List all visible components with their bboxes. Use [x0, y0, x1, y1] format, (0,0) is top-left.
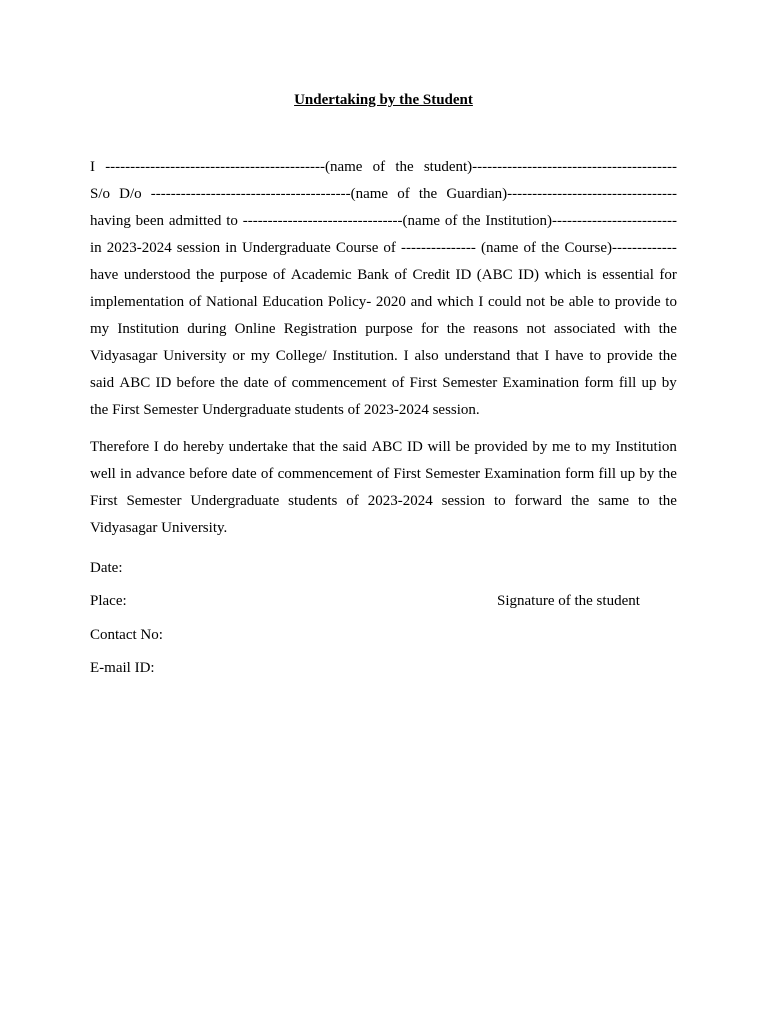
word: Examination [484, 466, 561, 482]
word: the [658, 321, 677, 337]
word: of [273, 375, 287, 391]
signature-label: Signature of the student [497, 593, 640, 609]
word: Course)------------- [564, 240, 677, 256]
word: understood [123, 267, 191, 283]
word: of [272, 267, 286, 283]
word: been [135, 213, 164, 229]
email-label: E-mail ID: [90, 660, 155, 676]
word: implementation [90, 294, 185, 310]
word: commencement [277, 466, 373, 482]
word: by [661, 375, 677, 391]
word: the [658, 348, 677, 364]
word: provided [474, 439, 528, 455]
word: in [225, 240, 237, 256]
paragraph-line [90, 370, 677, 397]
word: the [395, 159, 414, 175]
word: of [372, 159, 386, 175]
word: which [436, 294, 474, 310]
word: students [288, 493, 338, 509]
word: that [292, 439, 315, 455]
word: --------------------------------------------(name [105, 159, 363, 175]
word: the [658, 466, 677, 482]
paragraph-line [90, 461, 677, 488]
word: date [231, 466, 257, 482]
word: form [565, 466, 595, 482]
word: not [526, 294, 546, 310]
word: fill [618, 375, 637, 391]
word: Institution [615, 439, 677, 455]
word: I [153, 439, 159, 455]
word: of [394, 267, 407, 283]
word: and [410, 294, 433, 310]
word: Undergraduate [190, 493, 280, 509]
word: with [623, 321, 651, 337]
word: of [383, 240, 396, 256]
word: in [90, 240, 102, 256]
paragraph-line [90, 488, 677, 515]
word: form [584, 375, 614, 391]
paragraph-line [90, 154, 677, 181]
word: the [541, 240, 560, 256]
word: University [163, 348, 227, 364]
word: to [493, 493, 506, 509]
paragraph-line: the First Semester Undergraduate students of 2023-2024 session. [90, 402, 480, 418]
word: of [523, 240, 537, 256]
word: essential [602, 267, 654, 283]
undertaking-paragraph-1 [90, 154, 677, 424]
paragraph-line [90, 316, 677, 343]
word: ABC [119, 375, 151, 391]
paragraph-line [90, 434, 677, 461]
word: Vidyasagar [90, 348, 158, 364]
word: of [260, 466, 274, 482]
word: up [641, 375, 657, 391]
word: to [598, 294, 611, 310]
word: my [90, 321, 110, 337]
word: of [391, 375, 405, 391]
word: Policy- [327, 294, 372, 310]
word: National [206, 294, 258, 310]
word: session [176, 240, 221, 256]
word: to [665, 294, 677, 310]
word: have [555, 348, 584, 364]
word: for [420, 321, 439, 337]
word: College/ [275, 348, 327, 364]
word: 2023-2024 [106, 240, 172, 256]
word: my [250, 348, 270, 364]
word: First [90, 493, 118, 509]
word: Semester [442, 375, 498, 391]
word: the [658, 493, 677, 509]
word: do [163, 439, 179, 455]
word: purpose [365, 321, 413, 337]
word: First [393, 466, 421, 482]
word: undertake [228, 439, 288, 455]
word: (ABC [476, 267, 513, 283]
word: admitted [168, 213, 222, 229]
word: of [376, 466, 390, 482]
place-label: Place: [90, 593, 127, 609]
word: 2020 [375, 294, 406, 310]
word: Semester [126, 493, 182, 509]
word: Academic [290, 267, 352, 283]
word: I [544, 348, 550, 364]
word: is [586, 267, 597, 283]
word: said [342, 439, 367, 455]
word: be [549, 294, 565, 310]
word: in [120, 466, 132, 482]
word: could [488, 294, 522, 310]
undertaking-paragraph-2 [90, 434, 677, 542]
word: I [403, 348, 409, 364]
word: I [478, 294, 484, 310]
word: up [620, 466, 636, 482]
word: session [441, 493, 485, 509]
word: by [639, 466, 655, 482]
word: ID [455, 267, 472, 283]
word: Guardian)---------------------------------- [446, 186, 677, 202]
word: to [638, 493, 650, 509]
word: ABC [371, 439, 403, 455]
word: fill [598, 466, 616, 482]
word: to [589, 348, 602, 364]
word: understand [444, 348, 511, 364]
word: Education [262, 294, 324, 310]
word: forward [514, 493, 563, 509]
word: Institution [117, 321, 180, 337]
paragraph-line [90, 181, 677, 208]
word: before [176, 375, 215, 391]
word: the [570, 493, 590, 509]
word: having [90, 213, 131, 229]
word: of [444, 213, 458, 229]
word: First [409, 375, 438, 391]
word: Institution. [332, 348, 398, 364]
word: of [188, 294, 202, 310]
word: ID [155, 375, 172, 391]
word: before [189, 466, 228, 482]
word: the [418, 186, 438, 202]
word: my [591, 439, 611, 455]
word: of [397, 186, 410, 202]
word: of [346, 493, 359, 509]
word: Therefore [90, 439, 150, 455]
paragraph-line [90, 208, 677, 235]
date-label: Date: [90, 560, 123, 576]
word: Registration [283, 321, 358, 337]
word: ID) [518, 267, 539, 283]
word: (name [480, 240, 519, 256]
word: Credit [412, 267, 450, 283]
word: ----------------------------------------(name [150, 186, 389, 202]
word: same [598, 493, 630, 509]
word: reasons [473, 321, 519, 337]
word: well [90, 466, 116, 482]
word: purpose [219, 267, 268, 283]
word: I [90, 159, 95, 175]
word: the [220, 375, 239, 391]
word: the [462, 213, 481, 229]
paragraph-line [90, 343, 677, 370]
word: commencement [291, 375, 387, 391]
paragraph-line [90, 289, 677, 316]
word: during [187, 321, 227, 337]
word: or [232, 348, 245, 364]
word: Institution)------------------------- [485, 213, 677, 229]
word: Undergraduate [241, 240, 331, 256]
word: be [455, 439, 470, 455]
word: Bank [357, 267, 389, 283]
word: date [243, 375, 269, 391]
word: Online [234, 321, 276, 337]
paragraph-line: Vidyasagar University. [90, 520, 228, 536]
word: not [526, 321, 546, 337]
word: 2023-2024 [367, 493, 433, 509]
word: me [552, 439, 571, 455]
word: --------------------------------(name [242, 213, 441, 229]
word: the [446, 321, 466, 337]
document-title: Undertaking by the Student [294, 92, 473, 108]
word: said [90, 375, 115, 391]
word: provide [614, 294, 661, 310]
word: to [226, 213, 238, 229]
word: ID [406, 439, 423, 455]
word: D/o [119, 186, 142, 202]
word: will [427, 439, 451, 455]
paragraph-line [90, 235, 677, 262]
word: for [659, 267, 677, 283]
word: which [544, 267, 582, 283]
paragraph-line [90, 262, 677, 289]
word: --------------- [400, 240, 476, 256]
word: associated [553, 321, 616, 337]
word: Course [335, 240, 379, 256]
word: able [568, 294, 594, 310]
contact-label: Contact No: [90, 627, 163, 643]
word: by [532, 439, 548, 455]
word: Semester [425, 466, 481, 482]
word: the [319, 439, 338, 455]
word: S/o [90, 186, 111, 202]
word: provide [606, 348, 653, 364]
word: to [575, 439, 587, 455]
word: also [414, 348, 439, 364]
word: advance [135, 466, 186, 482]
word: student)----------------------------------------- [423, 159, 677, 175]
word: that [516, 348, 539, 364]
word: the [196, 267, 215, 283]
word: hereby [183, 439, 224, 455]
word: have [90, 267, 119, 283]
word: Examination [502, 375, 580, 391]
